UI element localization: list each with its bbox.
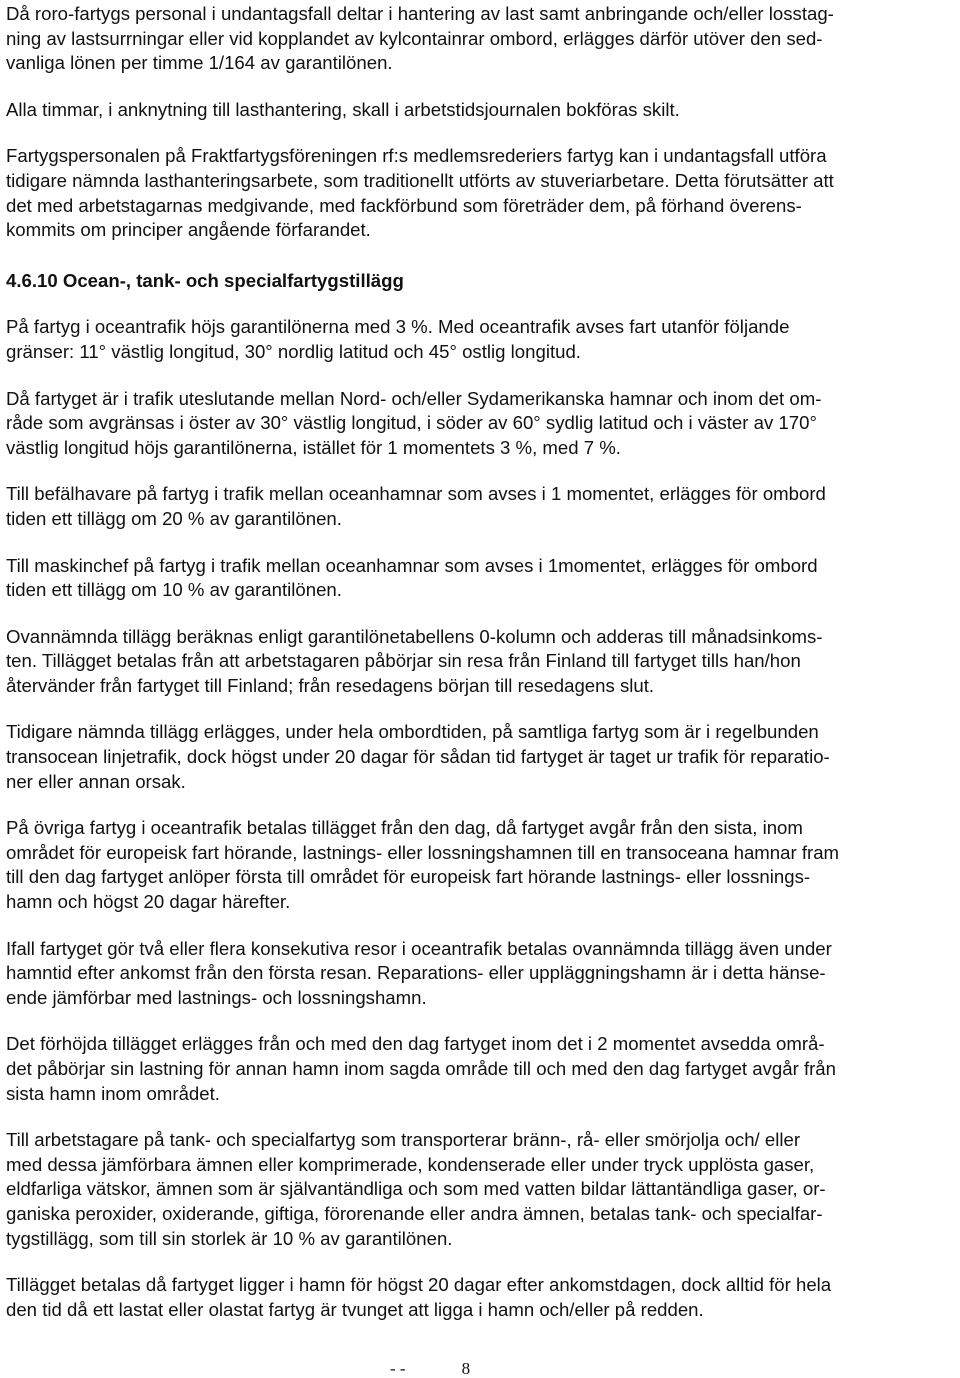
paragraph-line: På fartyg i oceantrafik höjs garantilönerna med 3 %. Med oceantrafik avses fart utanför följande: [6, 316, 790, 338]
paragraph-line: ende jämförbar med lastnings- och lossningshamn.: [6, 986, 427, 1008]
section-body: [6, 315, 956, 1322]
paragraph-gap: [6, 76, 956, 98]
paragraph-line: råde som avgränsas i öster av 30° västlig longitud, i söder av 60° sydlig latitud och i väster av 170°: [6, 412, 817, 434]
paragraph-line: eldfarliga vätskor, ämnen som är självantändliga och som med vatten bildar lättantändliga gaser, or-: [6, 1178, 826, 1200]
paragraph-gap: [6, 794, 956, 816]
paragraph-gap: [6, 698, 956, 720]
paragraph-line: På övriga fartyg i oceantrafik betalas tillägget från den dag, då fartyget avgår från den sista, inom: [6, 817, 803, 839]
page-footer: [390, 1360, 470, 1377]
paragraph-line: Det förhöjda tillägget erlägges från och med den dag fartyget inom det i 2 momentet avsedda områ-: [6, 1033, 825, 1055]
paragraph-line: ner eller annan orsak.: [6, 770, 186, 792]
page-number: 8: [461, 1359, 471, 1378]
paragraph: [6, 720, 956, 794]
paragraph-line: Fartygspersonalen på Fraktfartygsföreningen rf:s medlemsrederiers fartyg kan i undantagsfall utföra: [6, 145, 827, 167]
paragraph-line: tygstillägg, som till sin storlek är 10 % av garantilönen.: [6, 1227, 453, 1249]
paragraph-line: Till maskinchef på fartyg i trafik mellan oceanhamnar som avses i 1momentet, erlägges för ombord: [6, 554, 818, 576]
paragraph-line: den tid då ett lastat eller olastat fartyg är tvunget att ligga i hamn och/eller på redden.: [6, 1298, 704, 1320]
paragraph: [6, 387, 956, 461]
spacer: [6, 243, 956, 269]
paragraph: [6, 1032, 956, 1106]
spacer: [6, 293, 956, 315]
paragraph: [6, 1273, 956, 1322]
paragraph-gap: [6, 1251, 956, 1273]
paragraph: [6, 144, 956, 242]
paragraph-line: transocean linjetrafik, dock högst under 20 dagar för sådan tid fartyget är taget ur trafik för reparatio-: [6, 746, 830, 768]
paragraph-line: Tidigare nämnda tillägg erlägges, under hela ombordtiden, på samtliga fartyg som är i regelbunden: [6, 721, 819, 743]
paragraph-line: tiden ett tillägg om 10 % av garantilönen.: [6, 579, 342, 601]
paragraph: [6, 937, 956, 1011]
paragraph-line: Då fartyget är i trafik uteslutande mellan Nord- och/eller Sydamerikanska hamnar och inom det om-: [6, 387, 822, 409]
paragraph-gap: [6, 122, 956, 144]
paragraph-line: till den dag fartyget anlöper första till området för europeisk fart hörande lastnings- eller lossnings-: [6, 866, 811, 888]
paragraph: [6, 625, 956, 699]
paragraph-line: det med arbetstagarnas medgivande, med fackförbund som företräder dem, på förhand överens-: [6, 194, 802, 216]
paragraph-line: ten. Tillägget betalas från att arbetstagaren påbörjar sin resa från Finland till fartyget tills han/hon: [6, 650, 801, 672]
paragraph-line: med dessa jämförbara ämnen eller komprimerade, kondenserade eller under tryck upplösta gaser,: [6, 1153, 815, 1175]
paragraph-gap: [6, 532, 956, 554]
paragraph-line: tiden ett tillägg om 20 % av garantilönen.: [6, 507, 342, 529]
paragraph-line: vanliga lönen per timme 1/164 av garantilönen.: [6, 52, 393, 74]
paragraph-line: västlig longitud höjs garantilönerna, istället för 1 momentets 3 %, med 7 %.: [6, 436, 621, 458]
footer-dashes: - -: [390, 1359, 406, 1378]
paragraph: [6, 554, 956, 603]
paragraph-line: tidigare nämnda lasthanteringsarbete, som traditionellt utförts av stuveriarbetare. Detta förutsätter att: [6, 169, 834, 191]
paragraph-gap: [6, 915, 956, 937]
paragraph-line: Tillägget betalas då fartyget ligger i hamn för högst 20 dagar efter ankomstdagen, dock alltid för hela: [6, 1274, 832, 1296]
paragraph-line: hamn och högst 20 dagar härefter.: [6, 891, 291, 913]
paragraph-line: Ifall fartyget gör två eller flera konsekutiva resor i oceantrafik betalas ovannämnda tillägg även under: [6, 937, 832, 959]
section-heading: 4.6.10 Ocean-, tank- och specialfartygstillägg: [6, 269, 404, 291]
paragraph-line: återvänder från fartyget till Finland; från resedagens början till resedagens slut.: [6, 674, 655, 696]
paragraph: [6, 1128, 956, 1251]
paragraph-line: området för europeisk fart hörande, lastnings- eller lossningshamnen till en transoceana hamnar fram: [6, 841, 840, 863]
paragraph-gap: [6, 460, 956, 482]
document-page: [6, 2, 956, 1322]
intro-section: [6, 2, 956, 243]
paragraph-gap: [6, 603, 956, 625]
paragraph-line: Då roro-fartygs personal i undantagsfall deltar i hantering av last samt anbringande och/eller losstag-: [6, 3, 834, 24]
paragraph-gap: [6, 1106, 956, 1128]
paragraph: [6, 2, 956, 76]
paragraph-line: Ovannämnda tillägg beräknas enligt garantilönetabellens 0-kolumn och adderas till månadsinkoms-: [6, 625, 823, 647]
paragraph-line: det påbörjar sin lastning för annan hamn inom sagda område till och med den dag fartyget avgår från: [6, 1058, 836, 1079]
paragraph-line: hamntid efter ankomst från den första resan. Reparations- eller uppläggningshamn är i detta hänse-: [6, 962, 826, 984]
paragraph-line: ganiska peroxider, oxiderande, giftiga, förorenande eller andra ämnen, betalas tank- och specialfar-: [6, 1202, 823, 1224]
paragraph: [6, 482, 956, 531]
paragraph: [6, 816, 956, 914]
paragraph-line: Till arbetstagare på tank- och specialfartyg som transporterar bränn-, rå- eller smörjolja och/ eller: [6, 1129, 801, 1151]
paragraph-line: ning av lastsurrningar eller vid kopplandet av kylcontainrar ombord, erlägges därför utöver den sed-: [6, 27, 823, 49]
paragraph-gap: [6, 365, 956, 387]
paragraph-line: gränser: 11° västlig longitud, 30° nordlig latitud och 45° ostlig longitud.: [6, 340, 581, 362]
paragraph: [6, 98, 956, 123]
paragraph-line: sista hamn inom området.: [6, 1082, 220, 1104]
paragraph-line: kommits om principer angående förfarandet.: [6, 219, 371, 241]
paragraph: [6, 315, 956, 364]
paragraph-line: Till befälhavare på fartyg i trafik mellan oceanhamnar som avses i 1 momentet, erlägges för ombord: [6, 483, 826, 505]
paragraph-line: Alla timmar, i anknytning till lasthantering, skall i arbetstidsjournalen bokföras skilt.: [6, 98, 680, 120]
paragraph-gap: [6, 1010, 956, 1032]
